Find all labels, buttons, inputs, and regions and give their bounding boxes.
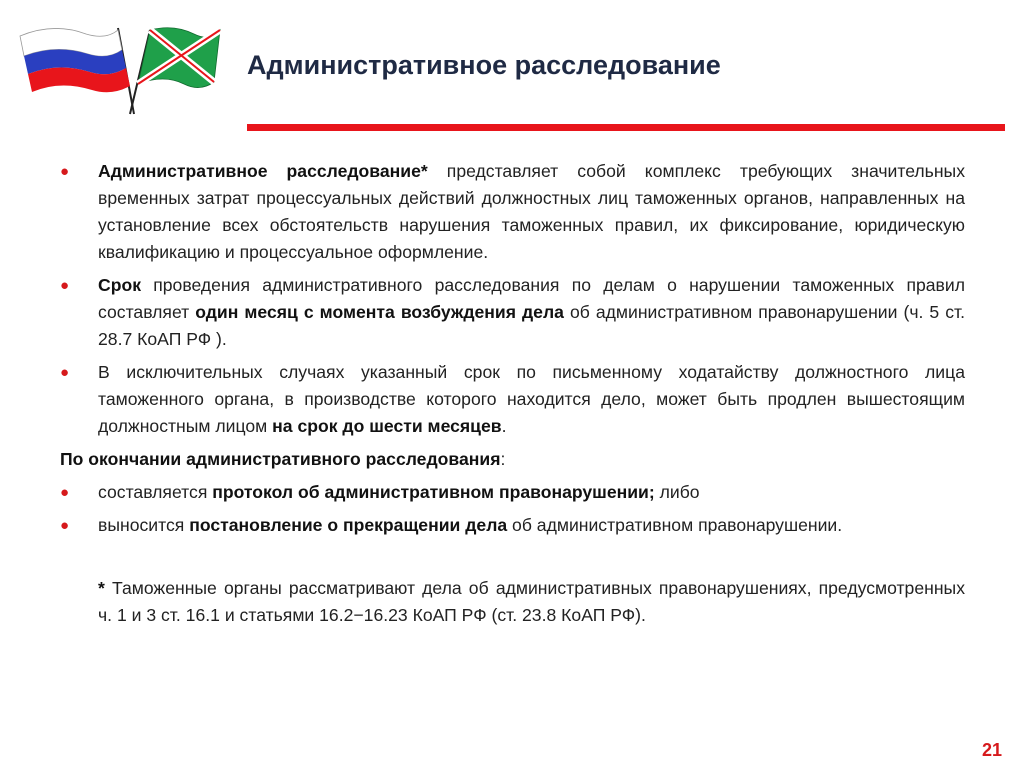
- bullet-icon: ●: [60, 484, 70, 501]
- bold-text: Срок: [98, 275, 142, 295]
- title-underline: [247, 124, 1005, 131]
- text: либо: [654, 482, 700, 502]
- item-text: [98, 482, 700, 502]
- text: представляет собой комплекс требующих значительных временных затрат процессуальных действий должностных лиц таможенных органов, направленных на установление всех обстоятельств нарушения таможенных правил, их фиксирование, юридическую квалификацию и процессуальное оформление.: [98, 161, 965, 262]
- bold-text: один месяц с момента возбуждения дела: [195, 302, 564, 322]
- page-number: 21: [981, 740, 1002, 760]
- bullet-icon: ●: [60, 364, 70, 381]
- slide-content: [60, 158, 965, 629]
- item-text: [98, 275, 965, 349]
- text: :: [500, 449, 506, 469]
- text: .: [501, 416, 507, 436]
- text: об административном правонарушении.: [507, 515, 843, 535]
- bullet-item-definition: [60, 158, 965, 266]
- bullet-icon: ●: [60, 163, 70, 180]
- conclusion-heading: [60, 446, 965, 473]
- bullet-item-term: [60, 272, 965, 353]
- text: выносится: [98, 515, 190, 535]
- bullet-icon: ●: [60, 277, 70, 294]
- bullet-item-protocol: [60, 479, 965, 506]
- bold-text: Административное расследование*: [98, 161, 428, 181]
- bold-text: По окончании административного расследования: [60, 449, 501, 469]
- item-text: [98, 161, 965, 262]
- flags-logo: [14, 22, 224, 118]
- bold-text: на срок до шести месяцев: [272, 416, 502, 436]
- text: В исключительных случаях указанный срок по письменному ходатайству должностного лица таможенного органа, в производстве которого находится дело, может быть продлен вышестоящим должностным лицом: [98, 362, 965, 436]
- russia-flag: [20, 28, 134, 114]
- item-text: [98, 515, 842, 535]
- bullet-item-extension: [60, 359, 965, 440]
- bold-text: постановление о прекращении дела: [189, 515, 508, 535]
- bullet-icon: ●: [60, 517, 70, 534]
- text: об административном правонарушении (ч. 5 ст. 28.7 КоАП РФ ).: [98, 302, 966, 349]
- footnote-text: [98, 578, 965, 625]
- text: составляется: [98, 482, 213, 502]
- bold-text: *: [98, 578, 105, 598]
- bullet-item-termination: [60, 512, 965, 539]
- page-title: Административное расследование: [247, 50, 721, 80]
- text: проведения административного расследования по делам о нарушении таможенных правил составляет: [98, 275, 965, 322]
- footnote: [60, 575, 965, 629]
- customs-flag: [130, 28, 220, 114]
- bold-text: протокол об административном правонарушении;: [212, 482, 655, 502]
- item-text: [98, 362, 965, 436]
- text: Таможенные органы рассматривают дела об административных правонарушениях, предусмотренных ч. 1 и 3 ст. 16.1 и статьями 16.2−16.23 КоАП РФ (ст. 23.8 КоАП РФ).: [98, 578, 965, 625]
- heading-text: [60, 449, 505, 469]
